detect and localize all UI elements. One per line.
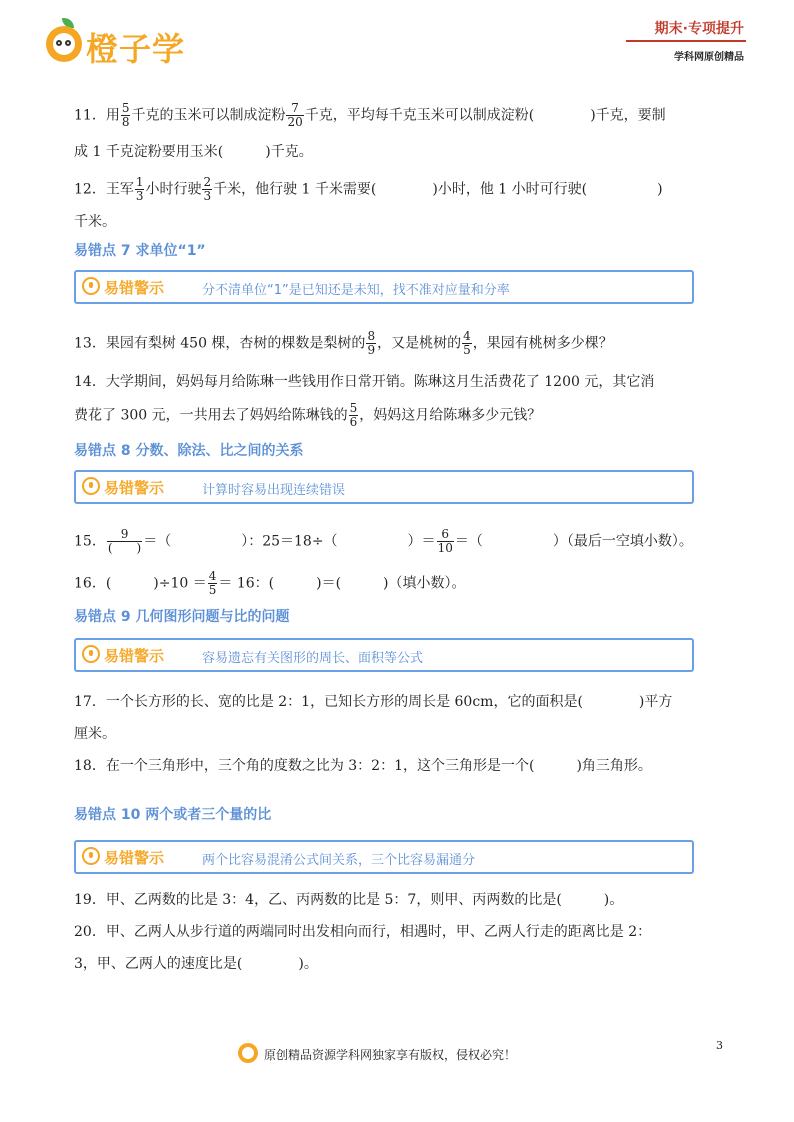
lightbulb-icon [82,847,100,865]
header-divider [626,40,746,42]
question-14-line-2: 费花了 300 元，一共用去了妈妈给陈琳钱的 $\frac{5}{6}$ ，妈妈这月给陈琳多少元钱？ [74,401,542,429]
orange-logo-icon [238,1043,258,1063]
fraction: $\frac{4}{5}$ [208,569,217,597]
warning-box-10 [74,840,694,874]
warning-text: 两个比容易混淆公式间关系，三个比容易漏通分 [202,853,476,868]
question-13: 13．果园有梨树 450 棵，杏树的棵数是梨树的 $\frac{8}{9}$ ，又是桃树的 $\frac{4}{5}$ ，果园有桃树多少棵？ [74,329,613,357]
logo-eye-icon [56,40,62,46]
lightbulb-icon [82,477,100,495]
warning-box-7 [74,270,694,304]
question-17-line-1: 17．一个长方形的长、宽的比是 2：1，已知长方形的周长是 60cm，它的面积是( )平方 [74,694,673,710]
warning-text: 分不清单位“1”是已知还是未知，找不准对应量和分率 [202,283,510,298]
question-12-line-1: 12．王军 $\frac{1}{3}$ 小时行驶 $\frac{2}{3}$ 千米，他行驶 1 千米需要( )小时，他 1 小时可行驶( ) [74,175,663,203]
fraction: $\frac{1}{3}$ [135,175,144,203]
question-20-line-1: 20．甲、乙两人从步行道的两端同时出发相向而行，相遇时，甲、乙两人行走的距离比是 2： [74,924,652,940]
section-heading-7: 易错点 7 求单位“1” [74,243,206,259]
fraction: $\frac{8}{9}$ [367,329,376,357]
warning-text: 计算时容易出现连续错误 [202,483,346,498]
question-11-line-1: 11．用 $\frac{5}{8}$ 千克的玉米可以制成淀粉 $\frac{7}{20}$ 千克，平均每千克玉米可以制成淀粉( )千克，要制 [74,101,666,129]
warning-label: 易错警示 [104,279,165,297]
question-17-line-2: 厘米。 [74,726,116,742]
fraction: $\frac{6}{10}$ [437,527,453,555]
section-heading-8: 易错点 8 分数、除法、比之间的关系 [74,443,304,459]
fraction: $\frac{2}{3}$ [203,175,212,203]
question-15: 15． $\frac{9}{( )}$ ＝（ ）：25＝18÷（ ）＝ $\frac{6}{10}$ ＝（ ）（最后一空填小数）。 [74,527,693,555]
question-20-line-2: 3，甲、乙两人的速度比是( )。 [74,956,318,972]
question-11-line-2: 成 1 千克淀粉要用玉米( )千克。 [74,144,313,160]
page-number: 3 [716,1039,723,1052]
section-heading-10: 易错点 10 两个或者三个量的比 [74,807,272,823]
fraction: $\frac{5}{6}$ [349,401,358,429]
question-18: 18．在一个三角形中，三个角的度数之比为 3：2：1，这个三角形是一个( )角三角形。 [74,758,652,774]
lightbulb-icon [82,645,100,663]
question-14-line-1: 14．大学期间，妈妈每月给陈琳一些钱用作日常开销。陈琳这月生活费花了 1200 元，其它消 [74,374,655,390]
lightbulb-icon [82,277,100,295]
warning-box-9 [74,638,694,672]
logo-text: 橙子学 [86,30,186,68]
fraction: $\frac{7}{20}$ [287,101,303,129]
question-16: 16．( )÷10 ＝ $\frac{4}{5}$ ＝ 16：( )＝( )（填小数）。 [74,569,466,597]
warning-label: 易错警示 [104,647,165,665]
fraction: $\frac{9}{( )}$ [107,527,142,555]
section-heading-9: 易错点 9 几何图形问题与比的问题 [74,609,290,625]
warning-text: 容易遗忘有关图形的周长、面积等公式 [202,651,424,666]
fraction: $\frac{4}{5}$ [463,329,471,357]
warning-label: 易错警示 [104,479,165,497]
footer-copyright: 原创精品资源学科网独家享有版权，侵权必究！ [264,1048,517,1062]
fraction: $\frac{5}{8}$ [121,101,130,129]
header-title: 期末·专项提升 [654,21,744,37]
logo-eye-icon [65,40,71,46]
warning-label: 易错警示 [104,849,165,867]
header-subtitle: 学科网原创精品 [674,52,744,63]
question-12-line-2: 千米。 [74,214,116,230]
question-19: 19．甲、乙两数的比是 3：4，乙、丙两数的比是 5：7，则甲、丙两数的比是( )。 [74,892,624,908]
warning-box-8 [74,470,694,504]
